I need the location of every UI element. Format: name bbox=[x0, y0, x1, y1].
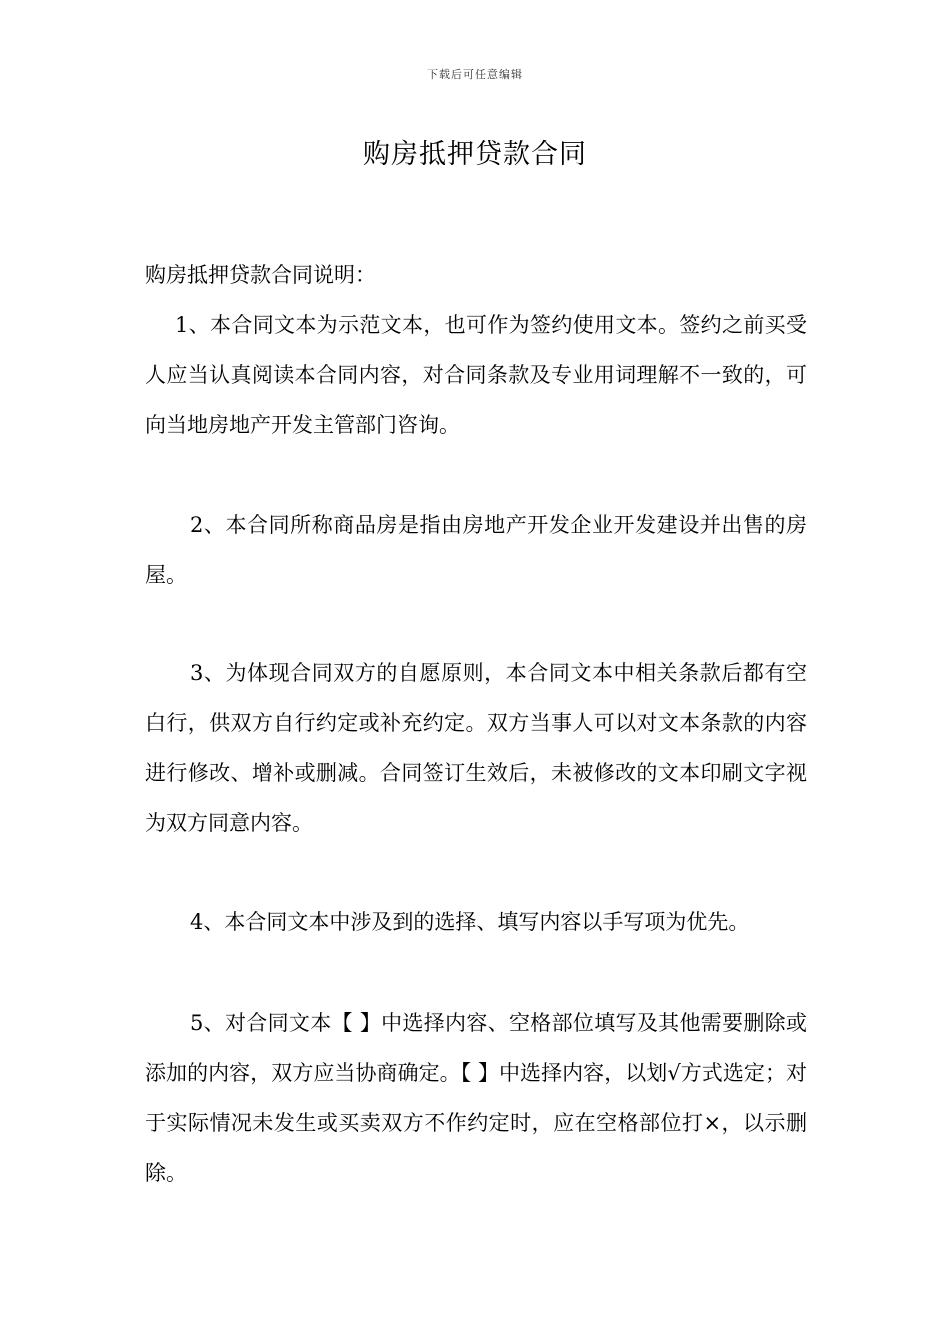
paragraph-2: 2、本合同所称商品房是指由房地产开发企业开发建设并出售的房屋。 bbox=[145, 513, 807, 587]
document-title: 购房抵押贷款合同 bbox=[363, 139, 587, 170]
paragraph-4: 4、本合同文本中涉及到的选择、填写内容以手写项为优先。 bbox=[190, 910, 750, 934]
paragraph-1: 1、本合同文本为示范文本，也可作为签约使用文本。签约之前买受人应当认真阅读本合同内容，对合同条款及专业用词理解不一致的，可向当地房地产开发主管部门咨询。 bbox=[145, 313, 807, 437]
intro-heading: 购房抵押贷款合同说明： bbox=[145, 263, 376, 287]
paragraph-3: 3、为体现合同双方的自愿原则，本合同文本中相关条款后都有空白行，供双方自行约定或补充约定。双方当事人可以对文本条款的内容进行修改、增补或删减。合同签订生效后，未被修改的文本印刷文字视为双方同意内容。 bbox=[145, 661, 807, 835]
paragraph-5: 5、对合同文本【 】中选择内容、空格部位填写及其他需要删除或添加的内容，双方应当协商确定。【 】中选择内容，以划√方式选定；对于实际情况未发生或买卖双方不作约定时，应在空格部位打×，以示删除。 bbox=[145, 1011, 807, 1185]
header-note: 下载后可任意编辑 bbox=[427, 68, 523, 81]
